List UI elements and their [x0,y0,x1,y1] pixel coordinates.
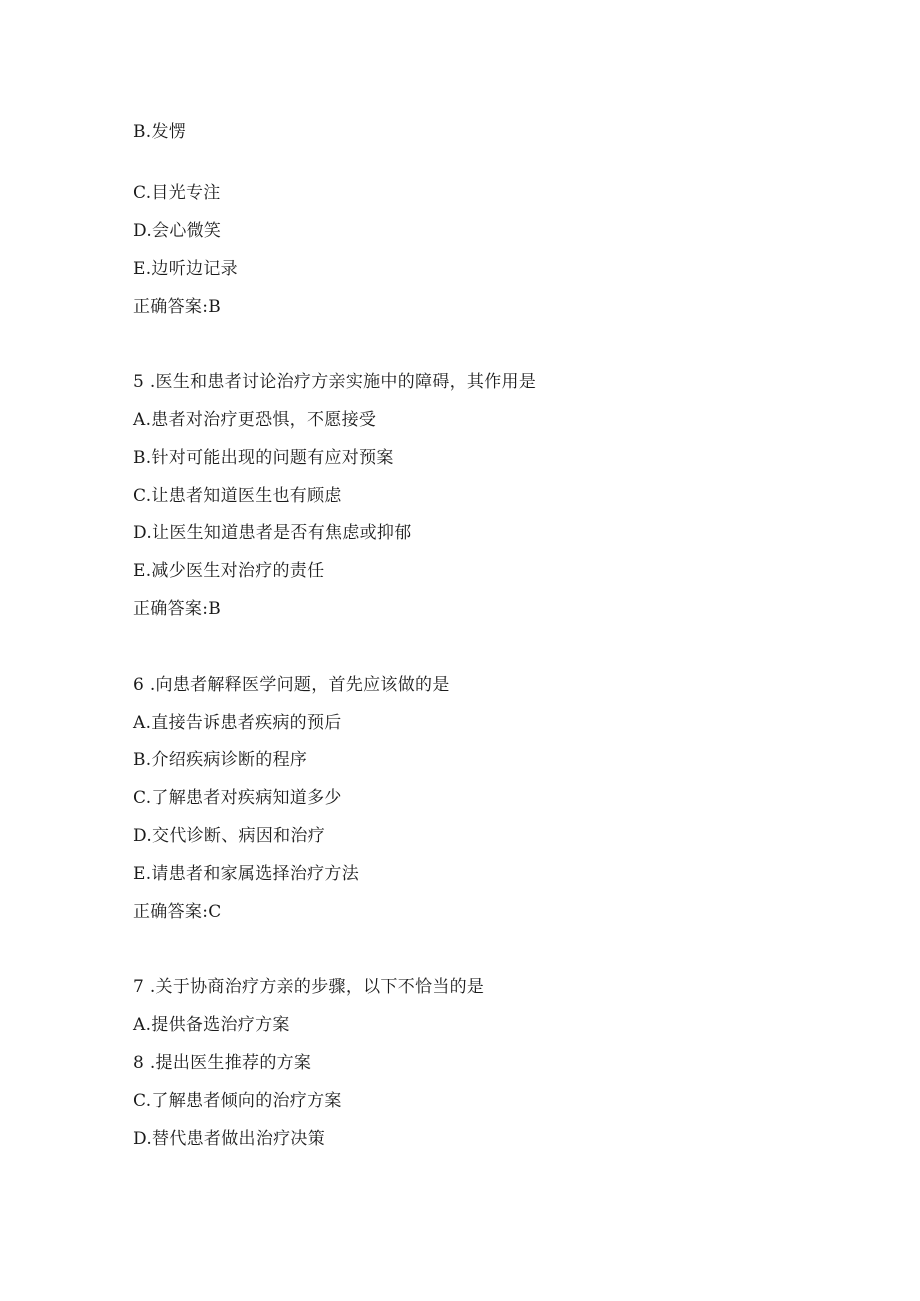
option-d-q4: D.会心微笑 [133,221,222,241]
option-d-q5: D.让医生知道患者是否有焦虑或抑郁 [133,523,412,543]
answer-q4: 正确答案:B [133,297,222,317]
question-5: 5 .医生和患者讨论治疗方亲实施中的障碍，其作用是 [133,372,537,392]
option-c-q4: C.目光专注 [133,183,221,203]
option-b-q7: 8 .提出医生推荐的方案 [133,1053,312,1073]
question-6: 6 .向患者解释医学问题，首先应该做的是 [133,675,450,695]
option-a-q7: A.提供备选治疗方案 [133,1015,290,1035]
option-d-q6: D.交代诊断、病因和治疗 [133,826,326,846]
option-c-q6: C.了解患者对疾病知道多少 [133,788,342,808]
option-a-q6: A.直接告诉患者疾病的预后 [133,713,342,733]
option-c-q5: C.让患者知道医生也有顾虑 [133,486,342,506]
option-d-q7: D.替代患者做出治疗决策 [133,1129,326,1149]
option-a-q5: A.患者对治疗更恐惧，不愿接受 [133,410,377,430]
option-e-q6: E.请患者和家属选择治疗方法 [133,864,360,884]
question-7: 7 .关于协商治疗方亲的步骤，以下不恰当的是 [133,977,485,997]
option-b-q4: B.发愣 [133,122,187,142]
option-b-q5: B.针对可能出现的问题有应对预案 [133,448,394,468]
option-e-q4: E.边听边记录 [133,259,238,279]
option-c-q7: C.了解患者倾向的治疗方案 [133,1091,342,1111]
answer-q6: 正确答案:C [133,902,222,922]
answer-q5: 正确答案:B [133,599,222,619]
option-b-q6: B.介绍疾病诊断的程序 [133,750,308,770]
option-e-q5: E.减少医生对治疗的责任 [133,561,325,581]
